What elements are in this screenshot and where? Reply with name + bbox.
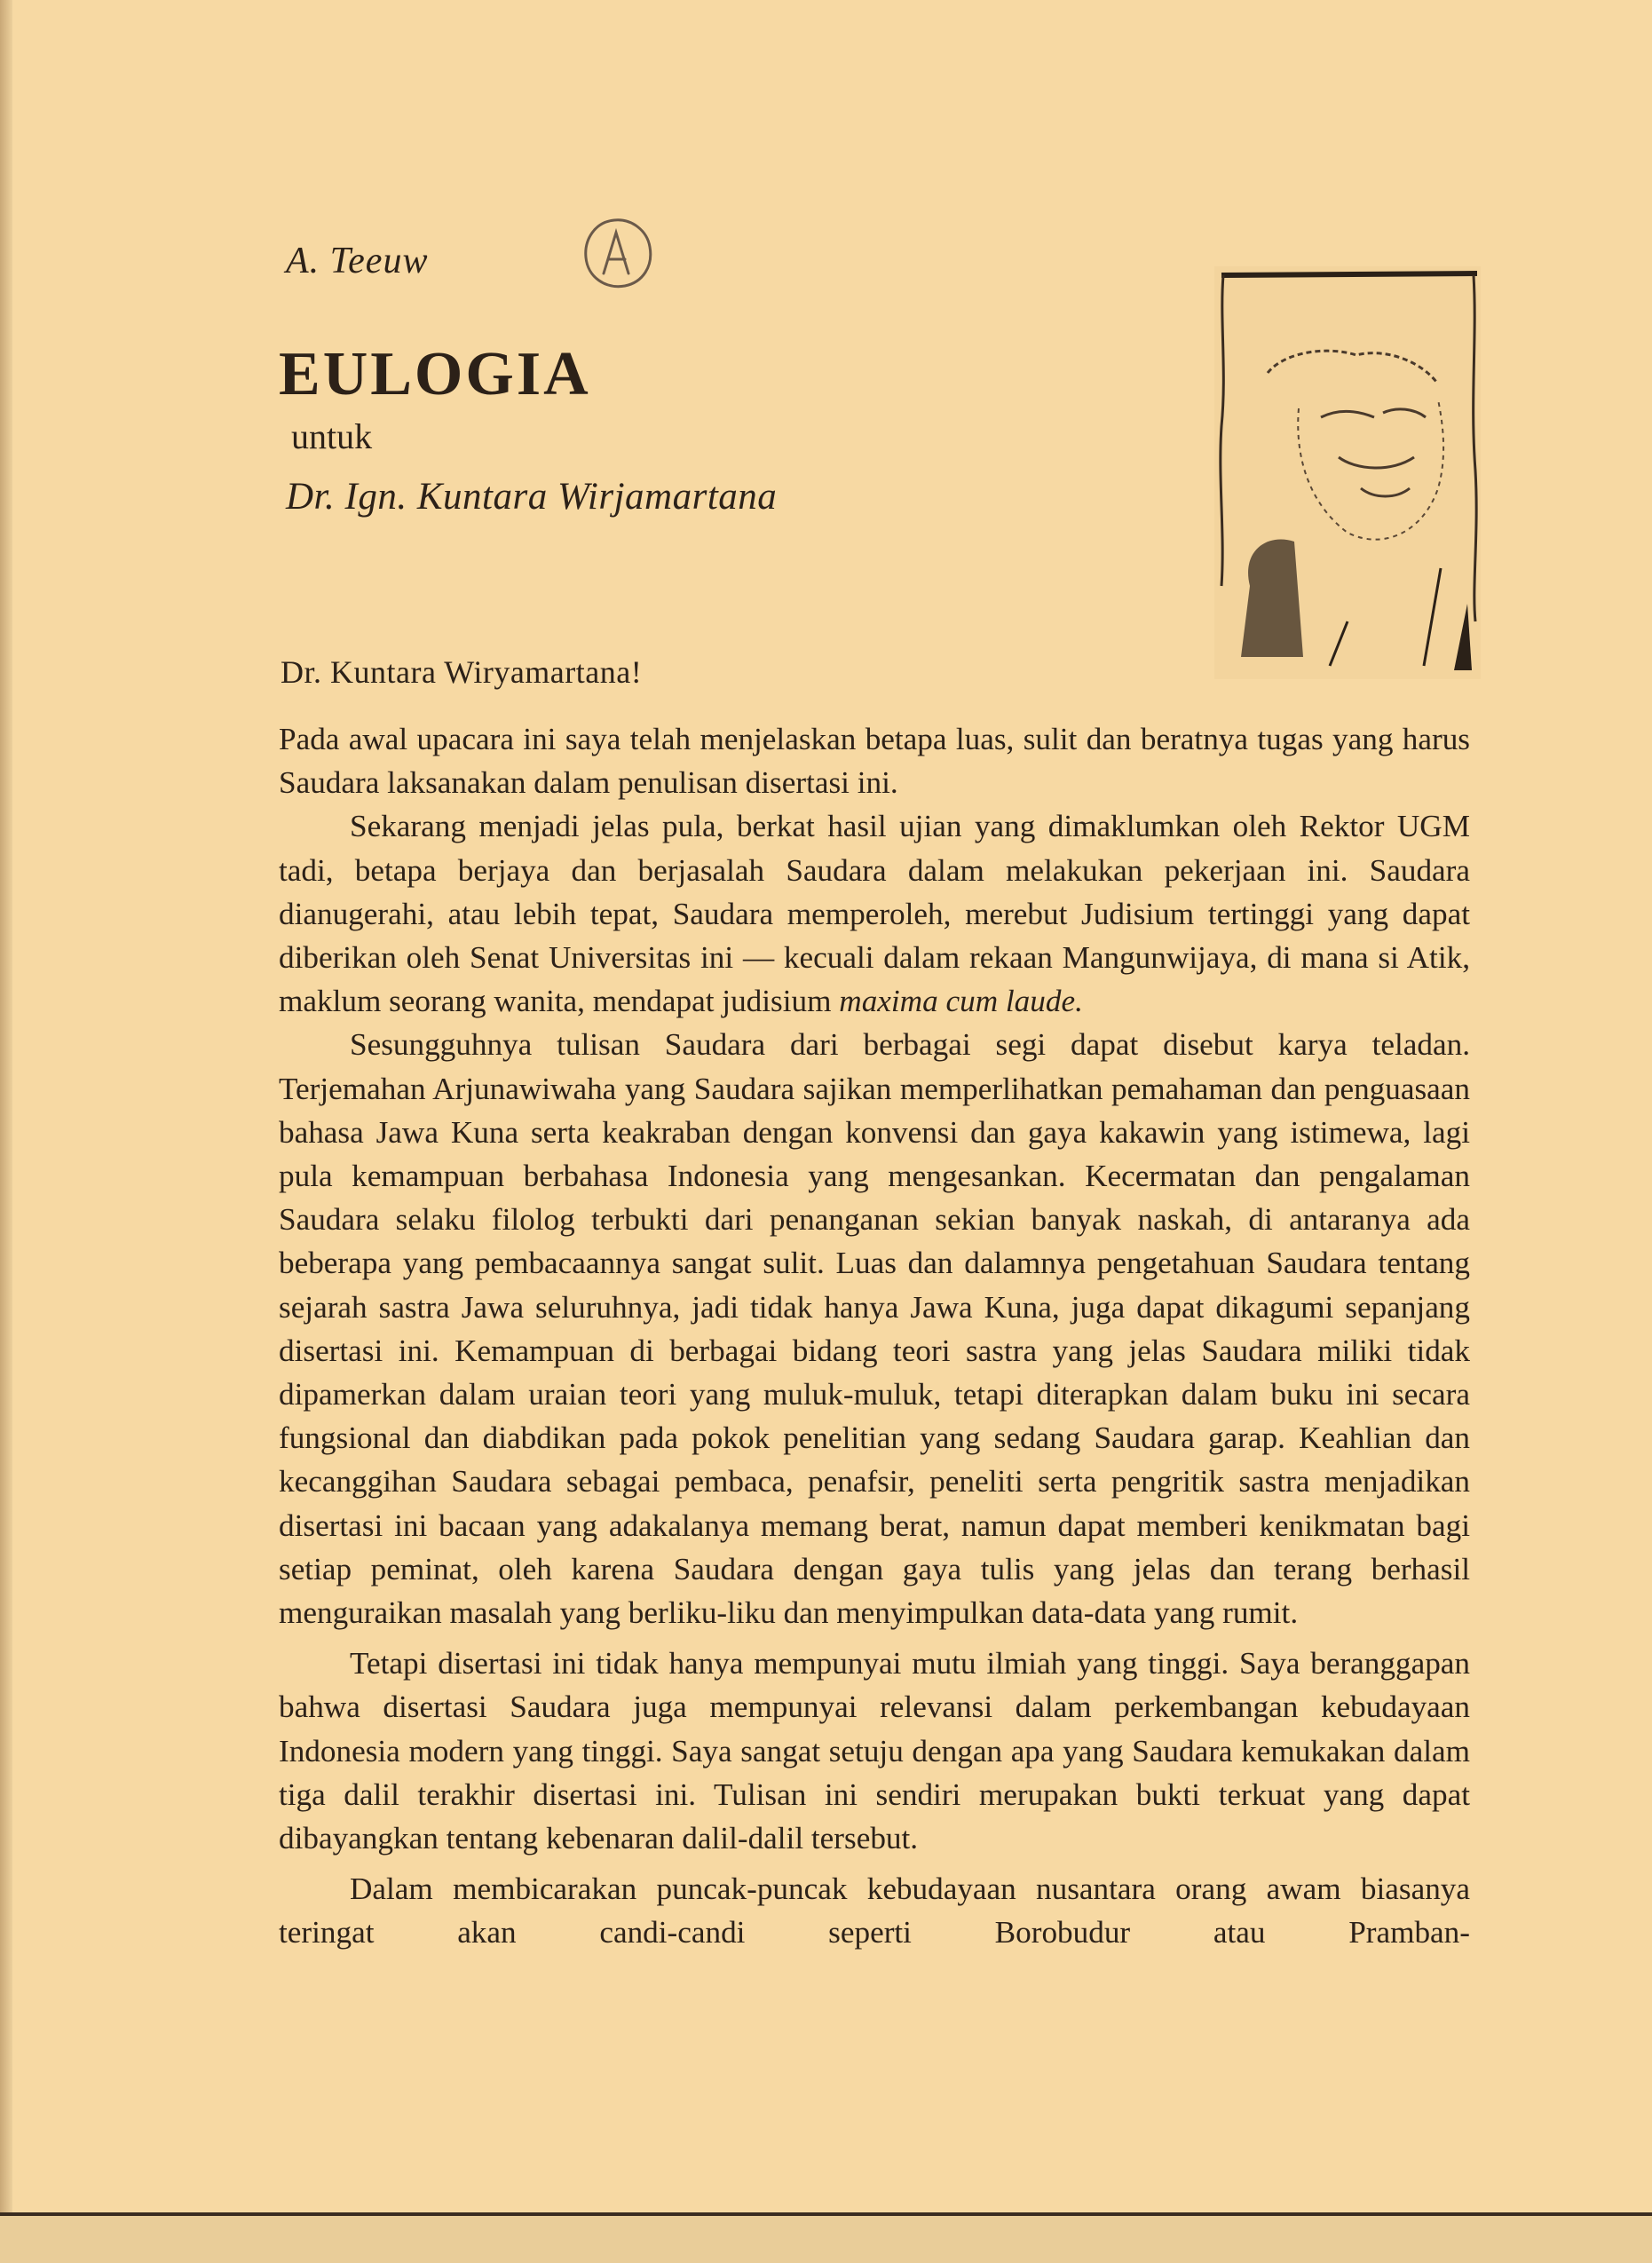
page-bottom-margin xyxy=(0,2212,1652,2263)
paragraph: Dalam membicarakan puncak-puncak kebudayaan nusantara orang awam biasanya teringat akan candi-candi seperti Borobudur atau Pramban- xyxy=(279,1871,1470,1950)
subtitle-untuk: untuk xyxy=(291,416,373,456)
handwritten-circle-stamp-icon xyxy=(579,215,657,293)
portrait-sketch-image xyxy=(1214,266,1481,679)
article-body xyxy=(279,717,1470,1955)
paragraph: Sekarang menjadi jelas pula, berkat hasil ujian yang dimaklumkan oleh Rektor UGM tadi, betapa berjaya dan berjasalah Saudara dalam melakukan pekerjaan ini. Saudara dianugerahi, atau lebih tepat, Saudara memperoleh, merebut Judisium tertinggi yang dapat diberikan oleh Senat Universitas ini — kecuali dalam rekaan Mangunwijaya, di mana si Atik, maklum seorang wanita, mendapat judisium maxima cum laude. xyxy=(279,809,1470,1019)
bottom-rule xyxy=(0,2212,1652,2216)
paragraph: Sesungguhnya tulisan Saudara dari berbagai segi dapat disebut karya teladan. Terjemahan Arjunawiwaha yang Saudara sajikan memperlihatkan pemahaman dan penguasaan bahasa Jawa Kuna serta keakraban dengan konvensi dan gaya kakawin yang istimewa, lagi pula kemampuan berbahasa Indonesia yang mengesankan. Kecermatan dan pengalaman Saudara selaku filolog terbukti dari penanganan sekian banyak naskah, di antaranya ada beberapa yang pembacaannya sangat sulit. Luas dan dalamnya pengetahuan Saudara tentang sejarah sastra Jawa seluruhnya, jadi tidak hanya Jawa Kuna, juga dapat dikagumi sepanjang disertasi ini. Kemampuan di berbagai bidang teori sastra yang jelas Saudara miliki tidak dipamerkan dalam uraian teori yang muluk-muluk, tetapi diterapkan dalam buku ini secara fungsional dan diabdikan pada pokok penelitian yang sedang Saudara garap. Keahlian dan kecanggihan Saudara sebagai pembaca, penafsir, peneliti serta pengritik sastra menjadikan disertasi ini bacaan yang adakalanya memang berat, namun dapat memberi kenikmatan bagi setiap peminat, oleh karena Saudara dengan gaya tulis yang jelas dan terang berhasil menguraikan masalah yang berliku-liku dan menyimpulkan data-data yang rumit. xyxy=(279,1027,1470,1631)
author-name: A. Teeuw xyxy=(286,241,429,281)
honoree-name: Dr. Ign. Kuntara Wirjamartana xyxy=(286,476,778,518)
paragraph: Pada awal upacara ini saya telah menjelaskan betapa luas, sulit dan beratnya tugas yang harus Saudara laksanakan dalam penulisan disertasi ini. xyxy=(279,722,1470,801)
salutation: Dr. Kuntara Wiryamartana! xyxy=(281,654,643,690)
latin-phrase: maxima cum laude. xyxy=(839,984,1083,1019)
page-title: EULOGIA xyxy=(279,340,591,408)
page-edge xyxy=(0,0,12,2263)
paragraph: Tetapi disertasi ini tidak hanya mempunyai mutu ilmiah yang tinggi. Saya beranggapan bahwa disertasi Saudara juga mempunyai relevansi dalam perkembangan kebudayaan Indonesia modern yang tinggi. Saya sangat setuju dengan apa yang Saudara kemukakan dalam tiga dalil terakhir disertasi ini. Tulisan ini sendiri merupakan bukti terkuat yang dapat dibayangkan tentang kebenaran dalil-dalil tersebut. xyxy=(279,1646,1470,1856)
